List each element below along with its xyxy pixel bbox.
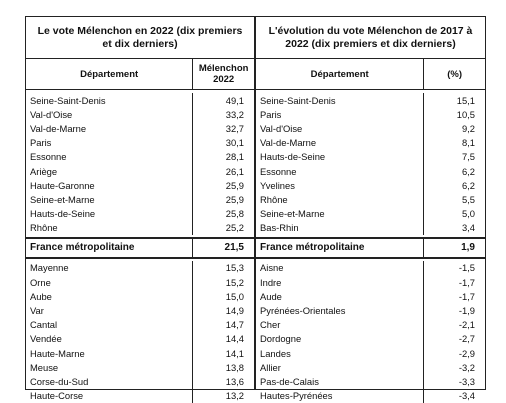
table-row xyxy=(26,136,254,150)
dept-name: Hauts-de-Seine xyxy=(26,207,193,221)
table-row xyxy=(256,346,485,360)
dept-value: 33,2 xyxy=(225,108,244,120)
total-value: 1,9 xyxy=(461,242,475,254)
table-row xyxy=(256,360,485,374)
dept-value: 8,1 xyxy=(461,137,475,149)
dept-name: Rhône xyxy=(26,221,193,235)
dept-name: Seine-et-Marne xyxy=(256,207,424,221)
table-row xyxy=(256,192,485,206)
dept-value: 13,6 xyxy=(225,375,244,387)
table-row xyxy=(256,261,485,275)
dept-name: Allier xyxy=(256,360,424,374)
table-row xyxy=(256,289,485,303)
table-row xyxy=(26,289,254,303)
dept-value: -1,7 xyxy=(458,276,475,288)
table-row xyxy=(256,164,485,178)
dept-name: Pas-de-Calais xyxy=(256,374,424,388)
dept-name: Haute-Corse xyxy=(26,389,193,403)
table-row xyxy=(256,374,485,388)
dept-value: 14,7 xyxy=(225,319,244,331)
table-header xyxy=(256,59,485,90)
dept-value: 26,1 xyxy=(225,165,244,177)
vote-2022-table xyxy=(26,17,254,403)
dept-name: Paris xyxy=(256,107,424,121)
table-row xyxy=(256,121,485,135)
table-row xyxy=(256,150,485,164)
table-row xyxy=(26,389,254,403)
dept-name: Vendée xyxy=(26,332,193,346)
dept-name: Rhône xyxy=(256,192,424,206)
dept-value: 49,1 xyxy=(225,94,244,106)
dept-value: -3,4 xyxy=(458,390,475,402)
table-title: Le vote Mélenchon en 2022 (dix premiers et dix derniers) xyxy=(26,17,254,59)
evolution-2017-2022-table xyxy=(256,17,485,403)
top-ten-rows xyxy=(26,90,254,235)
table-row xyxy=(26,178,254,192)
dept-value: 5,0 xyxy=(461,208,475,220)
total-row xyxy=(26,237,254,259)
dept-name: Indre xyxy=(256,275,424,289)
dept-name: Landes xyxy=(256,346,424,360)
total-row xyxy=(256,237,485,259)
table-row xyxy=(256,107,485,121)
dept-name: Dordogne xyxy=(256,332,424,346)
table-row xyxy=(256,275,485,289)
table-row xyxy=(256,221,485,235)
total-label: France métropolitaine xyxy=(256,239,424,257)
table-row xyxy=(256,136,485,150)
top-ten-rows xyxy=(256,90,485,235)
dept-name: Aisne xyxy=(256,261,424,275)
dept-name: Haute-Marne xyxy=(26,346,193,360)
table-row xyxy=(256,389,485,403)
dept-name: Seine-Saint-Denis xyxy=(256,93,424,107)
bottom-ten-rows xyxy=(256,261,485,403)
table-row xyxy=(26,192,254,206)
dept-name: Meuse xyxy=(26,360,193,374)
dept-value: 14,9 xyxy=(225,305,244,317)
dept-name: Val-de-Marne xyxy=(26,121,193,135)
table-row xyxy=(26,303,254,317)
dept-value: 25,8 xyxy=(225,208,244,220)
dept-value: -2,7 xyxy=(458,333,475,345)
dept-name: Paris xyxy=(26,136,193,150)
dept-name: Essonne xyxy=(256,164,424,178)
dept-value: 3,4 xyxy=(461,222,475,234)
dept-name: Aube xyxy=(26,289,193,303)
dept-name: Mayenne xyxy=(26,261,193,275)
dept-name: Cantal xyxy=(26,318,193,332)
table-row xyxy=(26,221,254,235)
dept-value: -3,3 xyxy=(458,375,475,387)
dept-value: -1,7 xyxy=(458,290,475,302)
table-row xyxy=(26,150,254,164)
dept-name: Cher xyxy=(256,318,424,332)
bottom-ten-rows xyxy=(26,261,254,403)
table-row xyxy=(26,332,254,346)
table-row xyxy=(26,121,254,135)
dept-value: -1,5 xyxy=(458,262,475,274)
dept-value: 15,2 xyxy=(225,276,244,288)
dept-name: Yvelines xyxy=(256,178,424,192)
tables-container xyxy=(25,16,486,402)
dept-name: Corse-du-Sud xyxy=(26,374,193,388)
dept-value: 15,1 xyxy=(456,94,475,106)
dept-value: 14,4 xyxy=(225,333,244,345)
header-melenchon-2022: Mélenchon 2022 xyxy=(198,63,249,85)
dept-value: -1,9 xyxy=(458,305,475,317)
dept-value: 28,1 xyxy=(225,151,244,163)
dept-name: Bas-Rhin xyxy=(256,221,424,235)
dept-name: Haute-Garonne xyxy=(26,178,193,192)
dept-name: Seine-Saint-Denis xyxy=(26,93,193,107)
total-value: 21,5 xyxy=(224,242,244,254)
header-departement: Département xyxy=(26,59,193,89)
dept-value: 13,2 xyxy=(225,390,244,402)
table-row xyxy=(26,360,254,374)
table-row xyxy=(26,374,254,388)
header-departement: Département xyxy=(256,59,424,89)
dept-value: 9,2 xyxy=(461,122,475,134)
table-row xyxy=(26,107,254,121)
table-title: L'évolution du vote Mélenchon de 2017 à 2022 (dix premiers et dix derniers) xyxy=(256,17,485,59)
dept-value: 25,9 xyxy=(225,179,244,191)
dept-value: -2,9 xyxy=(458,347,475,359)
dept-name: Aude xyxy=(256,289,424,303)
dept-value: -3,2 xyxy=(458,361,475,373)
dept-value: 5,5 xyxy=(461,193,475,205)
table-row xyxy=(256,93,485,107)
dept-value: 15,3 xyxy=(225,262,244,274)
dept-name: Val-d'Oise xyxy=(256,121,424,135)
dept-name: Hautes-Pyrénées xyxy=(256,389,424,403)
table-row xyxy=(26,346,254,360)
dept-value: 7,5 xyxy=(461,151,475,163)
table-row xyxy=(256,303,485,317)
dept-name: Hauts-de-Seine xyxy=(256,150,424,164)
table-row xyxy=(256,207,485,221)
table-row xyxy=(256,332,485,346)
dept-value: 15,0 xyxy=(225,290,244,302)
table-row xyxy=(26,261,254,275)
dept-value: 25,2 xyxy=(225,222,244,234)
dept-value: 13,8 xyxy=(225,361,244,373)
table-row xyxy=(26,207,254,221)
dept-name: Seine-et-Marne xyxy=(26,192,193,206)
table-row xyxy=(256,178,485,192)
dept-value: 6,2 xyxy=(461,165,475,177)
dept-value: -2,1 xyxy=(458,319,475,331)
dept-name: Var xyxy=(26,303,193,317)
dept-value: 10,5 xyxy=(456,108,475,120)
total-label: France métropolitaine xyxy=(26,239,193,257)
table-row xyxy=(26,318,254,332)
dept-name: Ariège xyxy=(26,164,193,178)
table-row xyxy=(26,164,254,178)
dept-name: Orne xyxy=(26,275,193,289)
table-row xyxy=(26,93,254,107)
dept-value: 25,9 xyxy=(225,193,244,205)
dept-name: Essonne xyxy=(26,150,193,164)
table-row xyxy=(256,318,485,332)
dept-value: 30,1 xyxy=(225,137,244,149)
table-row xyxy=(26,275,254,289)
dept-name: Pyrénées-Orientales xyxy=(256,303,424,317)
table-header xyxy=(26,59,254,90)
dept-value: 6,2 xyxy=(461,179,475,191)
dept-value: 14,1 xyxy=(225,347,244,359)
dept-name: Val-d'Oise xyxy=(26,107,193,121)
dept-name: Val-de-Marne xyxy=(256,136,424,150)
header-percent: (%) xyxy=(447,68,463,80)
dept-value: 32,7 xyxy=(225,122,244,134)
